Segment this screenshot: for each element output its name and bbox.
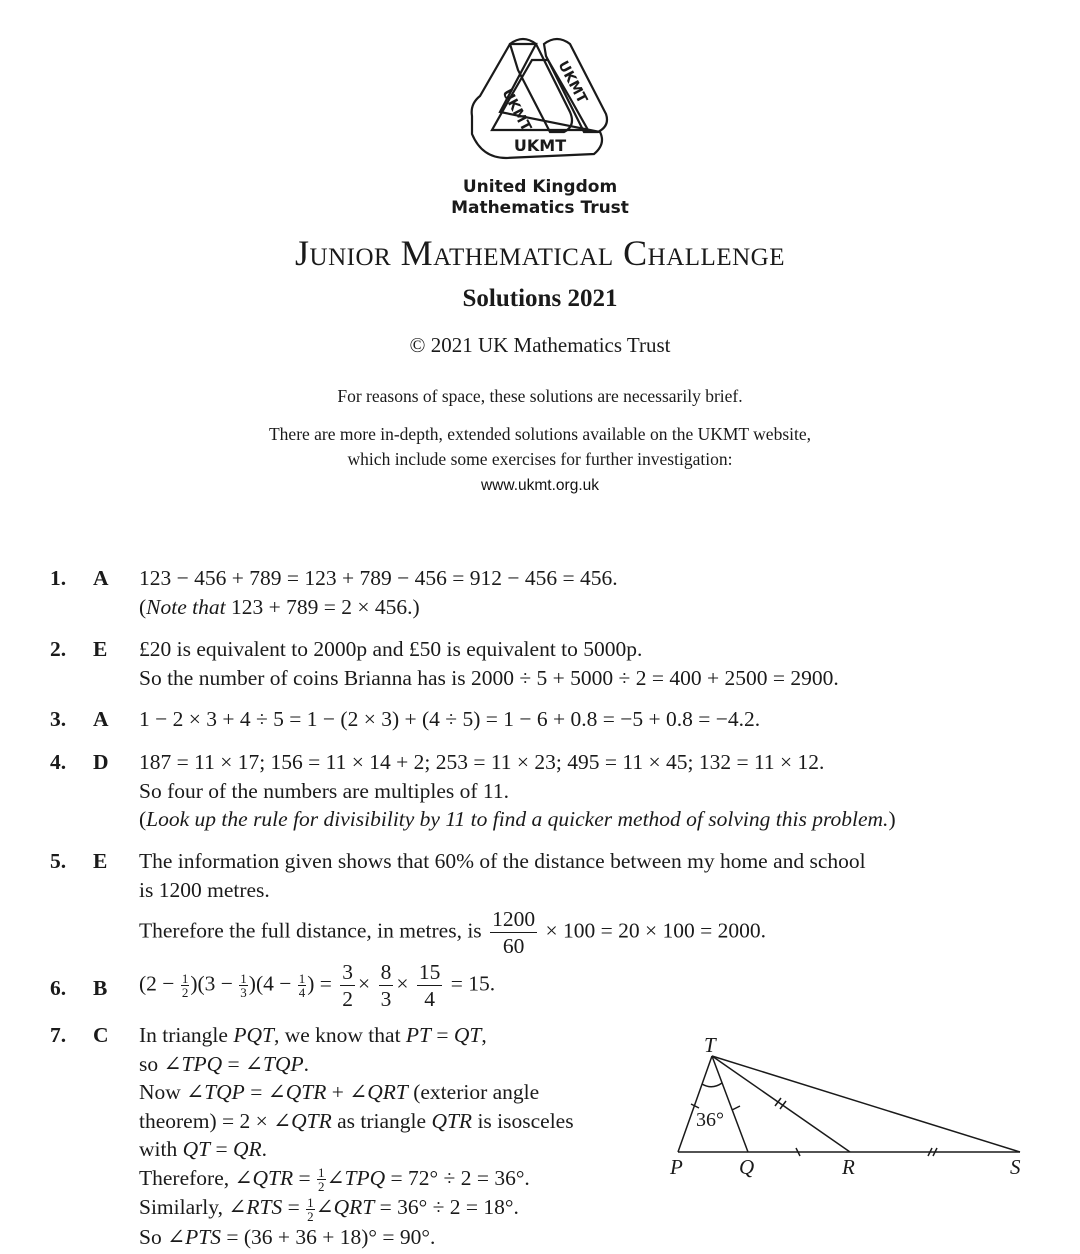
solution-note: (Look up the rule for divisibility by 11 to find a quicker method of solving this problem.) [139, 807, 896, 831]
fraction-denominator: 60 [502, 934, 525, 958]
question-number: 2. [50, 637, 67, 661]
final-prefix: Therefore the full distance, in metres, is [139, 918, 482, 943]
note-italic: Note that [146, 594, 226, 619]
fraction: $\frac{3}{2}$ [342, 960, 354, 1011]
solution-text [139, 705, 760, 734]
note-text: 123 + 789 = 2 × 456. [225, 594, 413, 619]
note-italic: Look up the rule for divisibility by 11 to find a quicker method of solving this problem. [146, 807, 889, 831]
answer-letter: B [93, 976, 108, 1000]
organisation-name-line1: United Kingdom [462, 177, 618, 197]
solution-line: Similarly, ∠RTS = $\frac{1}{2}$ ∠QRT = 36° ÷ 2 = 18°. [139, 1194, 519, 1224]
triangle-diagram [660, 1030, 1040, 1190]
answer-letter: A [93, 707, 109, 731]
question-number: 6. [50, 976, 67, 1000]
solution-line: The information given shows that 60% of the distance between my home and school [139, 849, 866, 873]
logo-text-left: UKMT [498, 86, 535, 135]
solution-line: So four of the numbers are multiples of 11. [139, 778, 510, 803]
website-url [0, 477, 1080, 495]
segment-TP [678, 1056, 712, 1152]
solution-line: 187 = 11 × 17; 156 = 11 × 14 + 2; 253 = 11 × 23; 495 = 11 × 45; 132 = 11 × 12. [139, 750, 825, 774]
document-subtitle: Solutions 2021 [462, 285, 618, 312]
fraction: $\frac{8}{3}$ [380, 960, 392, 1011]
answer-letter: C [93, 1023, 109, 1047]
intro-note-1: For reasons of space, these solutions are necessarily brief. [337, 386, 743, 406]
fraction-numerator: 1200 [492, 907, 536, 931]
solution-line: Therefore, ∠QTR = $\frac{1}{2}$ ∠TPQ = 72° ÷ 2 = 36°. [139, 1165, 530, 1195]
solution-line: Now ∠TQP = ∠QTR + ∠QRT (exterior angle [139, 1080, 540, 1104]
logo-text-bottom: UKMT [513, 136, 567, 155]
solution-text [139, 635, 839, 692]
question-number: 3. [50, 707, 67, 731]
ukmt-logo [470, 34, 610, 164]
paren-close: ) [412, 594, 420, 619]
point-label-R: R [842, 1155, 855, 1179]
document-title: Junior Mathematical Challenge [295, 233, 785, 273]
solution-line: so ∠TPQ = ∠TQP. [139, 1051, 310, 1076]
solution-line: theorem) = 2 × ∠QTR as triangle QTR is isosceles [139, 1108, 574, 1133]
solution-text [139, 1021, 574, 1251]
angle-arc-T [702, 1083, 722, 1087]
final-suffix: × 100 = 20 × 100 = 2000. [545, 918, 766, 943]
question-number: 4. [50, 750, 67, 774]
double-tick-TR-1 [775, 1098, 781, 1106]
angle-label: 36° [696, 1109, 724, 1131]
solution-line: 123 − 456 + 789 = 123 + 789 − 456 = 912 − 456 = 456. [139, 566, 618, 590]
point-label-Q: Q [739, 1155, 755, 1179]
point-label-T: T [704, 1033, 716, 1057]
question-number: 1. [50, 566, 67, 590]
solution-line [139, 906, 866, 959]
tick-mark-TQ [732, 1106, 740, 1110]
segment-TR [712, 1056, 850, 1152]
solution-text [139, 564, 618, 621]
solution-note [139, 593, 618, 622]
segment-TS [712, 1056, 1020, 1152]
solution-line: So ∠PTS = (36 + 36 + 18)° = 90°. [139, 1224, 436, 1249]
answer-letter: A [93, 566, 109, 590]
point-label-P: P [670, 1155, 683, 1179]
solution-line: In triangle PQT, we know that PT = QT, [139, 1023, 487, 1047]
solution-text [139, 847, 866, 959]
logo-text-right: UKMT [554, 58, 591, 107]
solution-line: (2 − $\frac{1}{2}$ )(3 − $\frac{1}{3}$ )(4 − $\frac{1}{4}$ ) = $\frac{3}{2}$ × $\frac{8}{3}$ × $\frac{15}{4}$ = 15. [139, 960, 496, 1011]
solution-text [139, 748, 896, 834]
intro-note-2: There are more in-depth, extended solutions available on the UKMT website, [268, 424, 811, 444]
answer-letter: E [93, 849, 108, 873]
fraction: $\frac{15}{4}$ [418, 960, 441, 1011]
copyright-notice: © 2021 UK Mathematics Trust [409, 333, 671, 357]
solution-line: So the number of coins Brianna has is 2000 ÷ 5 + 5000 ÷ 2 = 400 + 2500 = 2900. [139, 665, 839, 690]
solution-line: is 1200 metres. [139, 877, 270, 902]
double-tick-TR-2 [780, 1101, 786, 1109]
website-link[interactable]: www.ukmt.org.uk [480, 477, 599, 494]
segment-TQ [712, 1056, 748, 1152]
answer-letter: E [93, 637, 108, 661]
point-label-S: S [1010, 1155, 1021, 1179]
solution-line: 1 − 2 × 3 + 4 ÷ 5 = 1 − (2 × 3) + (4 ÷ 5) = 1 − 6 + 0.8 = −5 + 0.8 = −4.2. [139, 707, 761, 731]
fraction [490, 906, 537, 959]
result: = 15. [450, 971, 496, 996]
solution-line: £20 is equivalent to 2000p and £50 is equivalent to 5000p. [139, 637, 643, 661]
organisation-name-line2: Mathematics Trust [451, 198, 629, 218]
intro-note-3: which include some exercises for further investigation: [347, 449, 733, 469]
question-number: 5. [50, 849, 67, 873]
solution-line: with QT = QR. [139, 1137, 268, 1161]
answer-letter: D [93, 750, 109, 774]
solution-text [139, 959, 495, 1012]
paren-open: ( [139, 594, 147, 619]
question-number: 7. [50, 1023, 67, 1047]
